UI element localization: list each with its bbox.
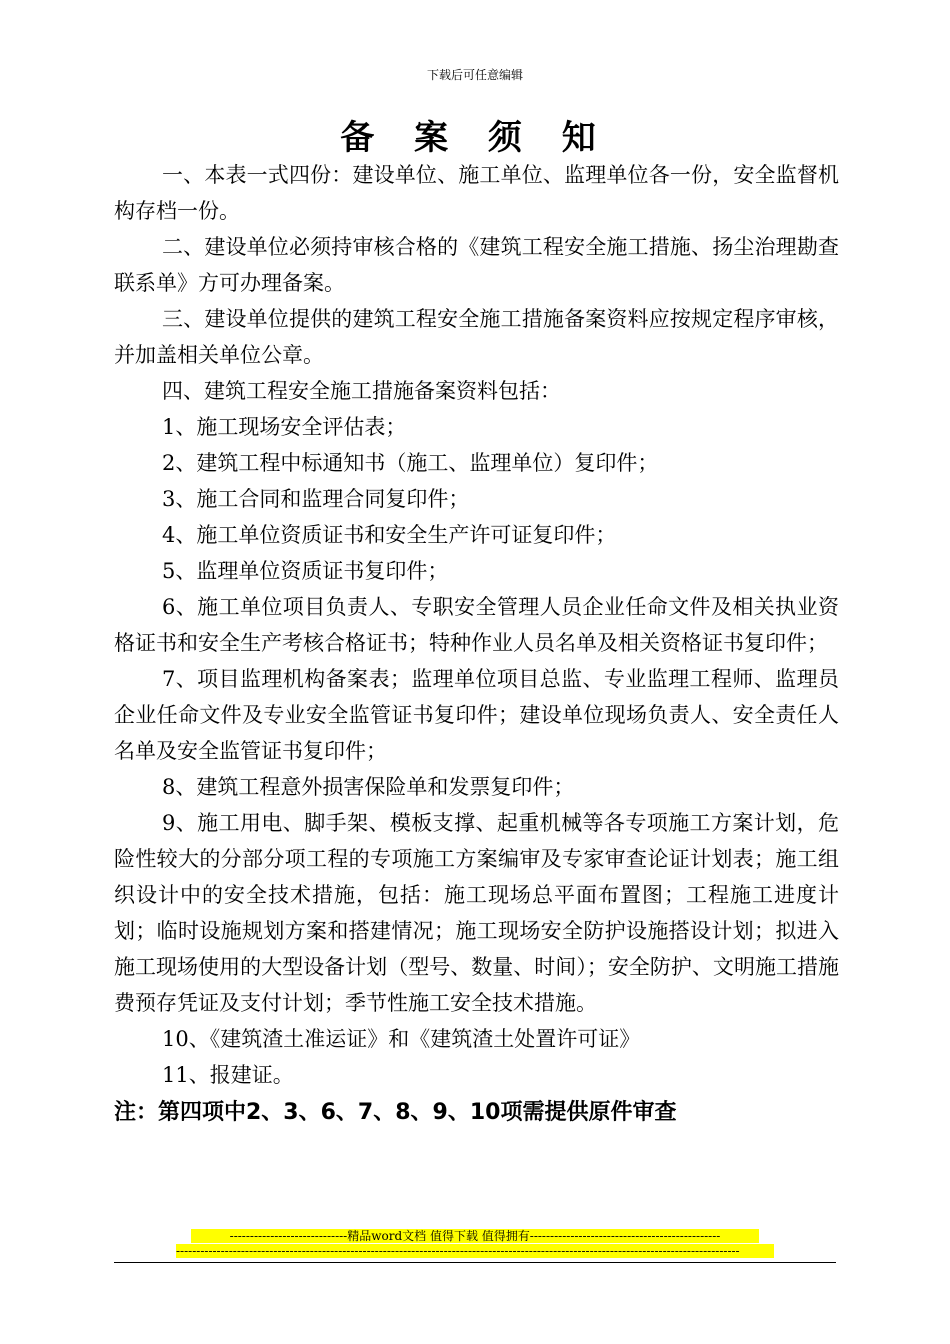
page-title: 备 案 须 知 (340, 118, 610, 158)
list-item-9: 9、施工用电、脚手架、模板支撑、起重机械等各专项施工方案计划，危险性较大的分部分项工程的专项施工方案编审及专家审查论证计划表；施工组织设计中的安全技术措施，包括：施工现场总平面布置图；工程施工进度计划；临时设施规划方案和搭建情况；施工现场安全防护设施搭设计划；拟进入施工现场使用的大型设备计划（型号、数量、时间）；安全防护、文明施工措施费预存凭证及支付计划；季节性施工安全技术措施。 (114, 811, 839, 1015)
list-item-7: 7、项目监理机构备案表；监理单位项目总监、专业监理工程师、监理员企业任命文件及专业安全监管证书复印件；建设单位现场负责人、安全责任人名单及安全监管证书复印件； (114, 667, 839, 763)
list-item-1: 1、施工现场安全评估表； (162, 415, 407, 439)
list-item-11: 11、报建证。 (162, 1063, 294, 1087)
footer-dashes: ------------------------------------------------------------------------------------------------------------------------------------------- (176, 1244, 774, 1258)
document-body (114, 157, 839, 1133)
paragraph-4: 四、建筑工程安全施工措施备案资料包括： (162, 379, 561, 403)
paragraph-1: 一、本表一式四份：建设单位、施工单位、监理单位各一份，安全监督机构存档一份。 (114, 163, 839, 223)
list-item-2: 2、建筑工程中标通知书（施工、监理单位）复印件； (162, 451, 659, 475)
list-item-5: 5、监理单位资质证书复印件； (162, 559, 449, 583)
paragraph-2: 二、建设单位必须持审核合格的《建筑工程安全施工措施、扬尘治理勘查联系单》方可办理备案。 (114, 235, 839, 295)
paragraph-3: 三、建设单位提供的建筑工程安全施工措施备案资料应按规定程序审核，并加盖相关单位公章。 (114, 307, 839, 367)
footer-banner: -----------------------------精品word文档 值得下载 值得拥有----------------------------------------------- (191, 1229, 759, 1243)
list-item-3: 3、施工合同和监理合同复印件； (162, 487, 470, 511)
review-note: 注：第四项中2、3、6、7、8、9、10项需提供原件审查 (114, 1100, 677, 1125)
list-item-4: 4、施工单位资质证书和安全生产许可证复印件； (162, 523, 617, 547)
list-item-10: 10、《建筑渣土准运证》和《建筑渣土处置许可证》 (162, 1027, 641, 1051)
header-note: 下载后可任意编辑 (426, 68, 523, 82)
list-item-6: 6、施工单位项目负责人、专职安全管理人员企业任命文件及相关执业资格证书和安全生产考核合格证书；特种作业人员名单及相关资格证书复印件； (114, 595, 839, 655)
list-item-8: 8、建筑工程意外损害保险单和发票复印件； (162, 775, 575, 799)
footer-divider (114, 1262, 836, 1263)
